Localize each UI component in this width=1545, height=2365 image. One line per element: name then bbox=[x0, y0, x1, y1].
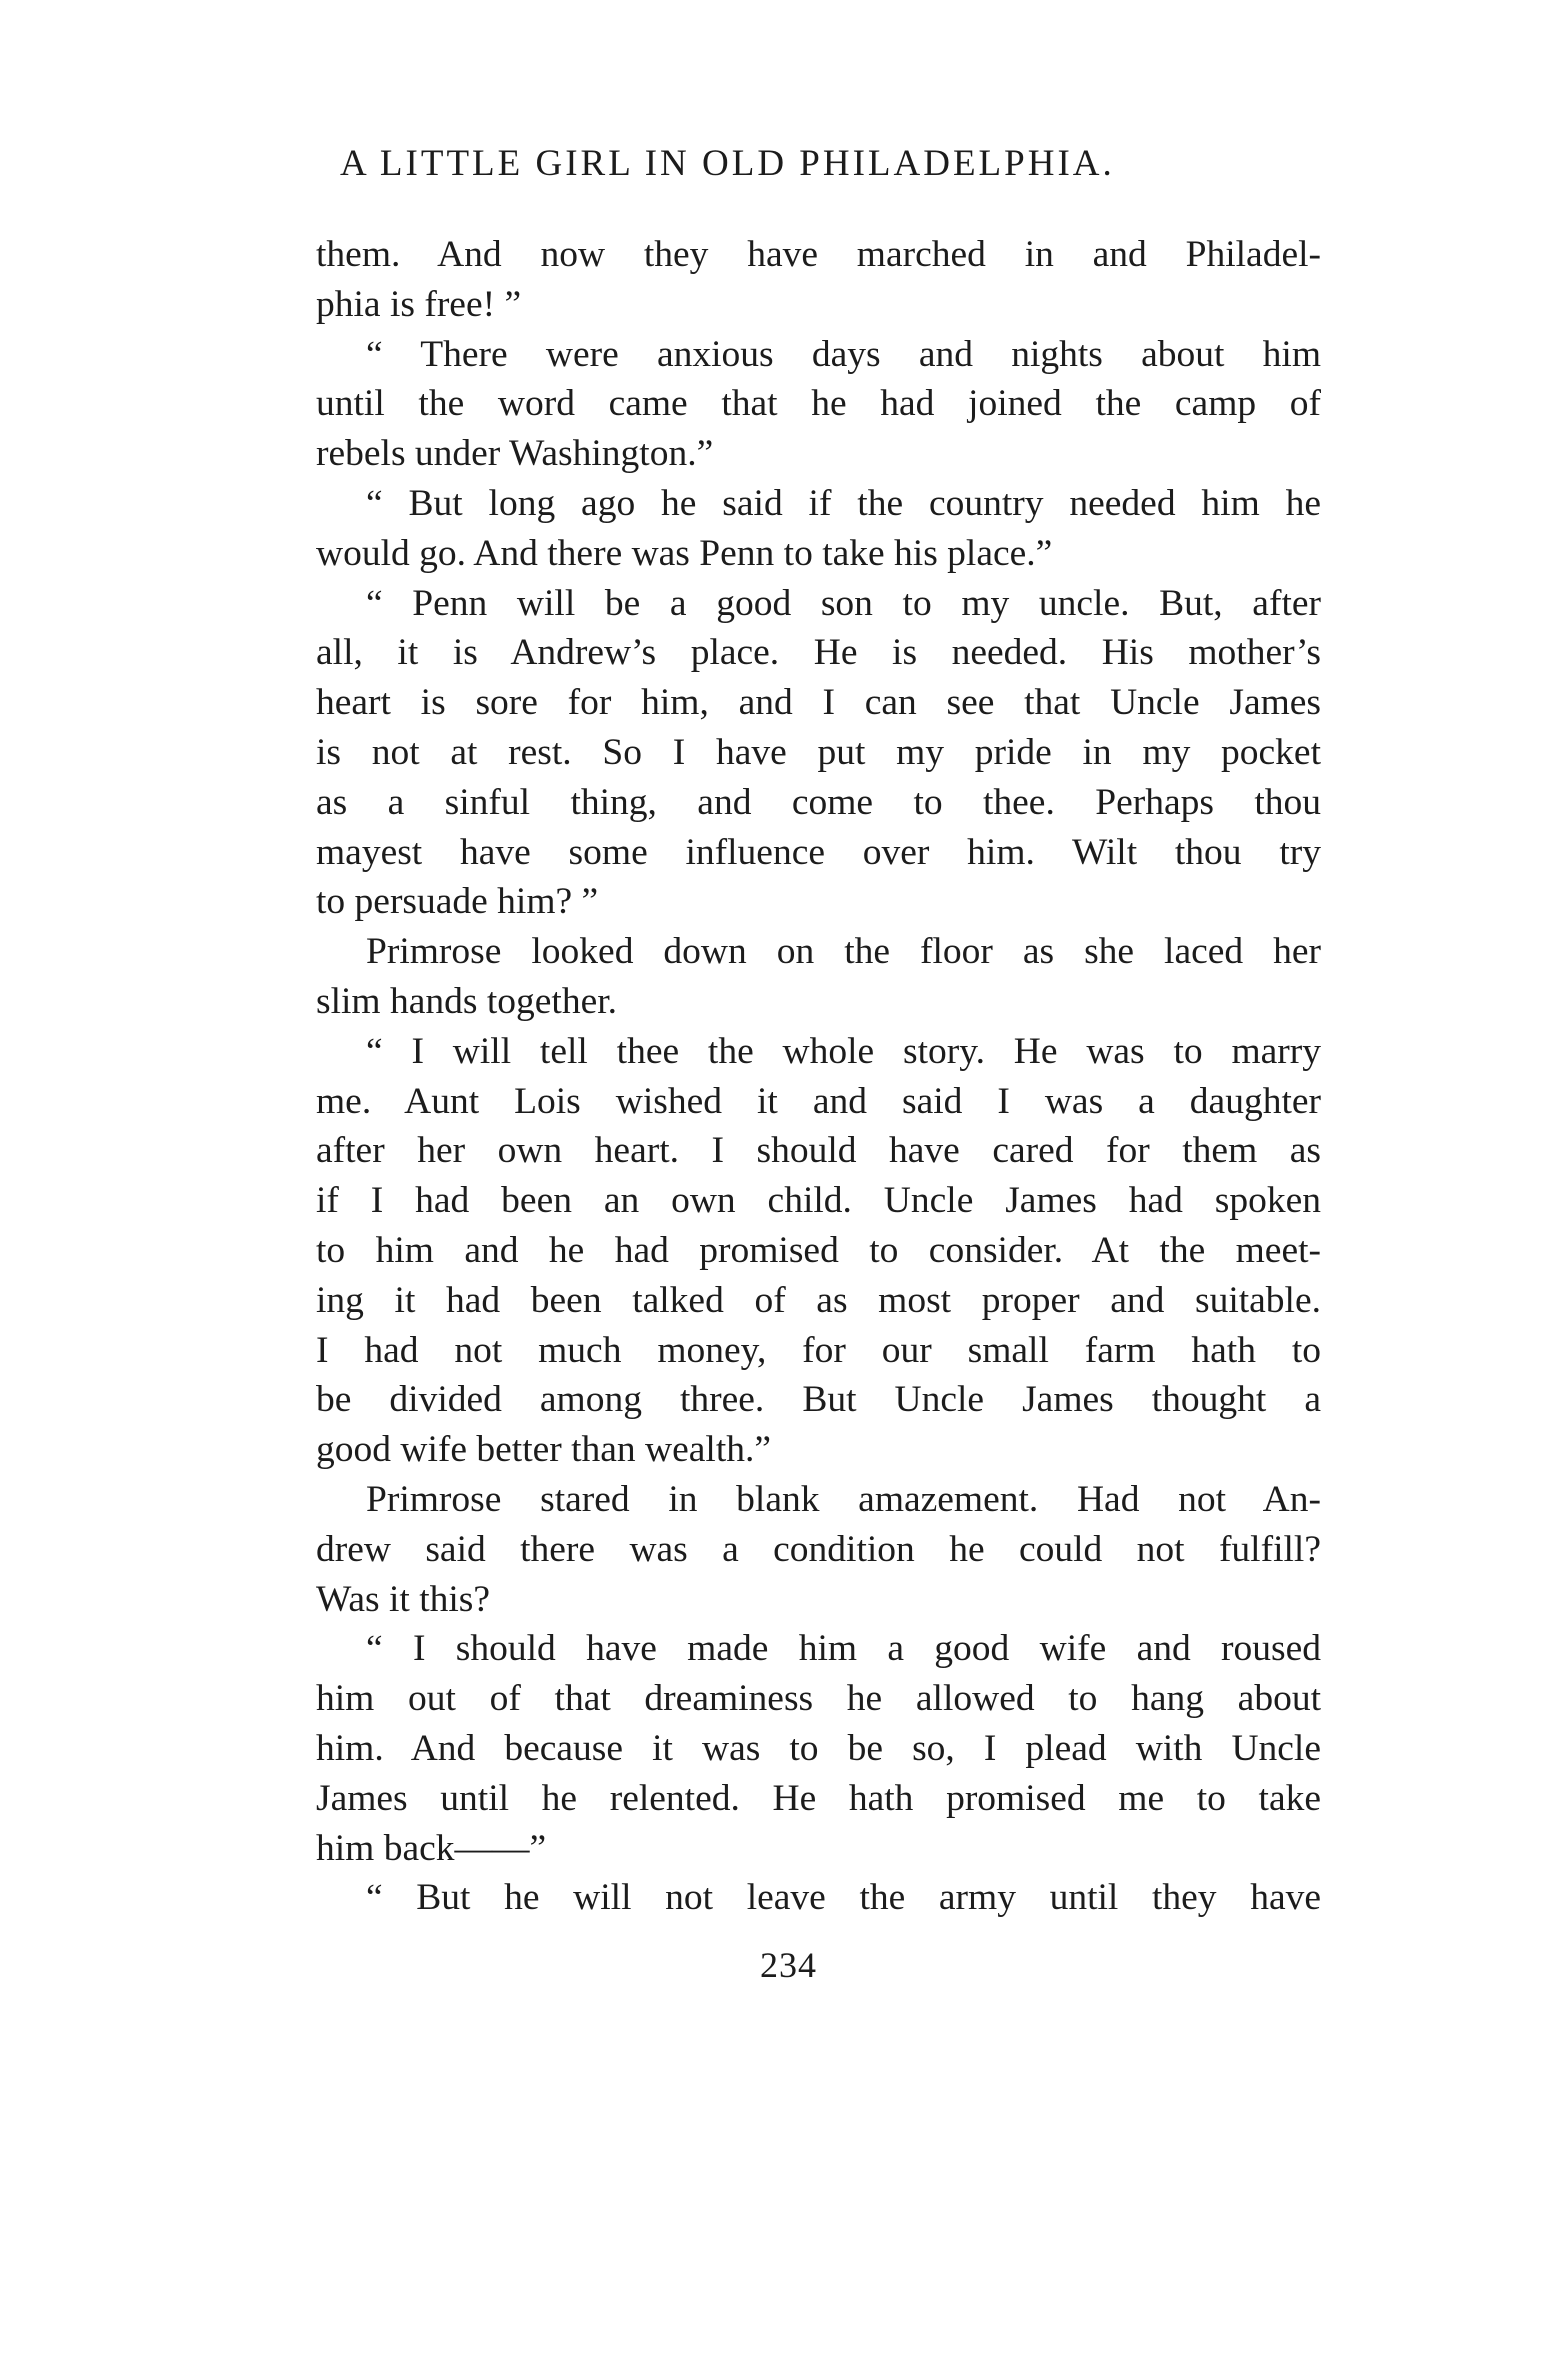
text-line: him out of that dreaminess he allowed to hang about bbox=[316, 1678, 1321, 1720]
text-line: Was it this? bbox=[316, 1578, 491, 1620]
text-line: as a sinful thing, and come to thee. Perhaps thou bbox=[316, 781, 1321, 823]
text-line: “ But long ago he said if the country needed him he bbox=[366, 482, 1321, 524]
text-line: heart is sore for him, and I can see that Uncle James bbox=[316, 682, 1321, 724]
text-line: phia is free! ” bbox=[316, 283, 522, 325]
text-line: ing it had been talked of as most proper and suitable. bbox=[316, 1279, 1321, 1321]
text-line: “ Penn will be a good son to my uncle. But, after bbox=[366, 582, 1321, 624]
text-line: I had not much money, for our small farm hath to bbox=[316, 1329, 1321, 1371]
text-line: after her own heart. I should have cared for them as bbox=[316, 1130, 1321, 1172]
text-line: rebels under Washington.” bbox=[316, 433, 714, 475]
text-line: him back——” bbox=[316, 1827, 547, 1869]
text-line: “ But he will not leave the army until they have bbox=[366, 1877, 1321, 1919]
text-line: him. And because it was to be so, I plead with Uncle bbox=[316, 1727, 1321, 1769]
text-line: “ I should have made him a good wife and roused bbox=[366, 1628, 1321, 1670]
text-line: until the word came that he had joined the camp of bbox=[316, 383, 1321, 425]
text-line: good wife better than wealth.” bbox=[316, 1429, 772, 1471]
page-number: 234 bbox=[760, 1945, 817, 1985]
text-line: Primrose looked down on the floor as she laced her bbox=[366, 931, 1321, 973]
text-line: if I had been an own child. Uncle James had spoken bbox=[316, 1180, 1321, 1222]
body-text bbox=[316, 230, 1321, 1923]
text-line: mayest have some influence over him. Wilt thou try bbox=[316, 831, 1321, 873]
text-line: is not at rest. So I have put my pride in my pocket bbox=[316, 731, 1321, 773]
text-line: to persuade him? ” bbox=[316, 881, 599, 923]
text-line: all, it is Andrew’s place. He is needed. His mother’s bbox=[316, 632, 1321, 674]
text-line: “ There were anxious days and nights about him bbox=[366, 333, 1321, 375]
text-line: drew said there was a condition he could not fulfill? bbox=[316, 1528, 1321, 1570]
text-line: slim hands together. bbox=[316, 980, 618, 1022]
text-line: James until he relented. He hath promised me to take bbox=[316, 1777, 1321, 1819]
text-line: would go. And there was Penn to take his place.” bbox=[316, 532, 1053, 574]
text-line: “ I will tell thee the whole story. He was to marry bbox=[366, 1030, 1321, 1072]
text-line: them. And now they have marched in and Philadel- bbox=[316, 234, 1321, 275]
running-head: A LITTLE GIRL IN OLD PHILADELPHIA. bbox=[340, 143, 1115, 184]
text-line: me. Aunt Lois wished it and said I was a daughter bbox=[316, 1080, 1321, 1122]
text-line: to him and he had promised to consider. At the meet- bbox=[316, 1229, 1321, 1271]
text-line: Primrose stared in blank amazement. Had not An- bbox=[366, 1478, 1321, 1520]
text-line: be divided among three. But Uncle James thought a bbox=[316, 1379, 1321, 1421]
